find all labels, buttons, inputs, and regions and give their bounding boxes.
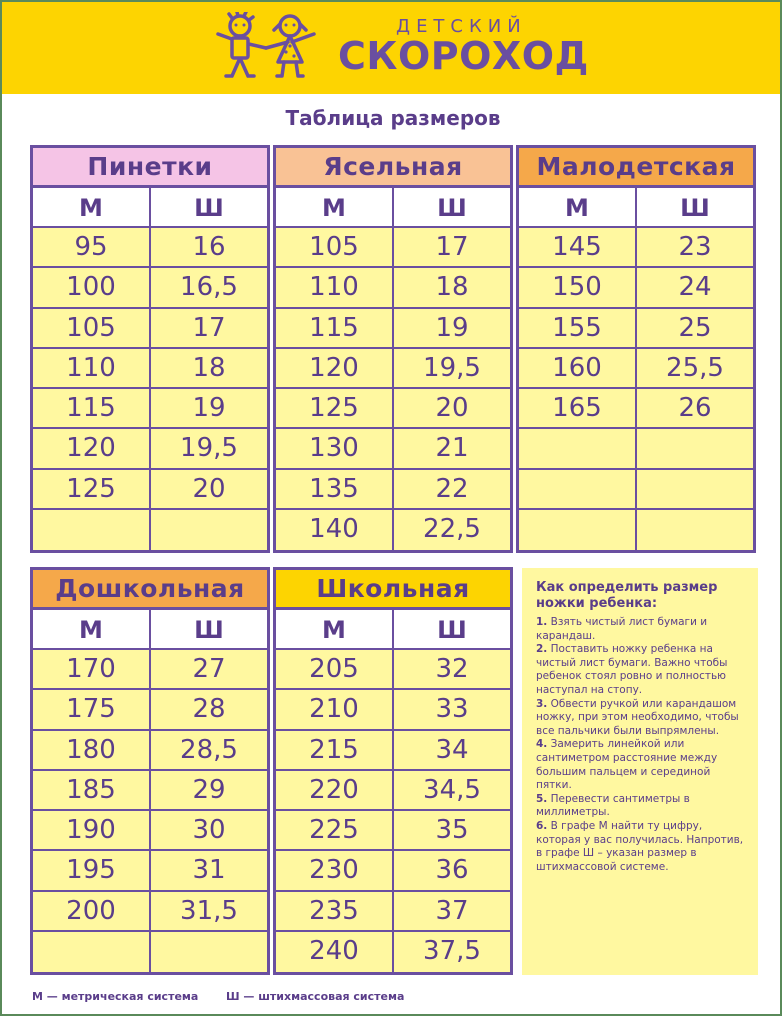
size-table-pinetki [30, 145, 270, 553]
cell-sh: 34,5 [392, 771, 510, 809]
table-row [276, 309, 510, 349]
two-kids-icon [210, 12, 322, 80]
table-row [276, 470, 510, 510]
cell-m [33, 510, 149, 550]
cell-m: 235 [309, 895, 359, 926]
instruction-step [536, 738, 746, 792]
table-row [33, 470, 267, 510]
cell-m: 170 [66, 654, 116, 684]
cell-sh: 31,5 [149, 892, 267, 930]
instruction-step [536, 698, 746, 739]
column-m-header: М [79, 616, 103, 644]
table-row [276, 429, 510, 469]
table-header [33, 610, 267, 650]
cell-m: 115 [66, 393, 116, 423]
cell-m: 160 [552, 352, 602, 383]
table-row [276, 932, 510, 972]
cell-m: 105 [309, 232, 359, 262]
table-row [519, 470, 753, 510]
step-number: 1. [536, 616, 548, 628]
table-body [276, 228, 510, 550]
cell-m: 140 [309, 513, 359, 544]
table-row [33, 510, 267, 550]
table-row [33, 690, 267, 730]
table-row [519, 429, 753, 469]
table-row [33, 892, 267, 932]
cell-m: 150 [552, 272, 602, 303]
cell-sh: 22 [392, 470, 510, 508]
cell-m [519, 510, 635, 550]
size-table-malodetskaya [516, 145, 756, 553]
size-table-yaselnaya [273, 145, 513, 553]
size-table-doshkolnaya [30, 567, 270, 975]
column-m-header: М [79, 194, 103, 222]
cell-m: 125 [66, 473, 116, 504]
column-m-header: М [322, 616, 346, 644]
table-row [33, 349, 267, 389]
step-text: Замерить линейкой или сантиметром расстояние между большим пальцем и серединой пятки. [536, 738, 718, 792]
cell-sh: 25 [635, 309, 753, 347]
cell-sh: 34 [392, 731, 510, 769]
cell-sh: 37 [392, 892, 510, 930]
measure-instructions [522, 568, 758, 975]
cell-sh: 26 [635, 389, 753, 427]
table-title: Дошкольная [33, 570, 267, 610]
table-body [519, 228, 753, 550]
cell-m [519, 470, 635, 508]
cell-sh: 23 [635, 228, 753, 266]
size-table-shkolnaya [273, 567, 513, 975]
cell-sh: 18 [149, 349, 267, 387]
brand-name: СКОРОХОД [338, 34, 589, 78]
cell-m [519, 429, 635, 467]
column-m-header: М [565, 194, 589, 222]
cell-sh: 28,5 [149, 731, 267, 769]
cell-sh [635, 470, 753, 508]
step-number: 4. [536, 738, 548, 751]
legend-stich: Ш — штихмассовая система [226, 990, 405, 1003]
cell-sh: 36 [392, 851, 510, 889]
brand-logo [210, 12, 590, 86]
column-sh-header: Ш [635, 188, 753, 226]
cell-sh: 16,5 [149, 268, 267, 306]
instruction-step [536, 616, 746, 643]
cell-sh: 20 [149, 470, 267, 508]
cell-m: 210 [309, 694, 359, 725]
instructions-steps [536, 616, 746, 874]
cell-sh: 32 [392, 650, 510, 688]
table-row [276, 771, 510, 811]
table-row [276, 892, 510, 932]
cell-m: 215 [309, 734, 359, 765]
step-number: 5. [536, 792, 548, 805]
cell-sh: 22,5 [392, 510, 510, 550]
cell-m: 180 [66, 734, 116, 765]
table-row [276, 228, 510, 268]
table-body [33, 650, 267, 972]
cell-m [33, 932, 149, 972]
step-number: 2. [536, 643, 548, 656]
table-row [276, 690, 510, 730]
table-row [519, 228, 753, 268]
cell-m: 240 [309, 935, 359, 966]
cell-m: 110 [309, 272, 359, 303]
table-row [276, 851, 510, 891]
cell-m: 115 [309, 312, 359, 343]
cell-m: 225 [309, 815, 359, 845]
table-row [519, 268, 753, 308]
table-row [33, 228, 267, 268]
cell-m: 105 [66, 312, 116, 343]
table-row [276, 510, 510, 550]
cell-m: 195 [66, 855, 116, 886]
cell-m: 155 [552, 312, 602, 343]
cell-m: 190 [66, 815, 116, 845]
cell-sh: 18 [392, 268, 510, 306]
cell-m: 165 [552, 393, 602, 423]
table-title: Малодетская [519, 148, 753, 188]
cell-m: 205 [309, 654, 359, 684]
step-text: Обвести ручкой или карандашом ножку, при этом необходимо, чтобы все пальчики были выпрямлены. [536, 697, 739, 737]
instruction-step [536, 793, 746, 820]
table-row [519, 349, 753, 389]
cell-sh [149, 510, 267, 550]
cell-sh [149, 932, 267, 972]
cell-sh: 19 [392, 309, 510, 347]
column-sh-header: Ш [392, 610, 510, 648]
table-row [33, 731, 267, 771]
cell-m: 185 [66, 774, 116, 805]
step-text: В графе М найти ту цифру, которая у вас получилась. Напротив, в графе Ш – указан размер в штихмассовой системе. [536, 819, 744, 873]
cell-sh: 35 [392, 811, 510, 849]
cell-sh [635, 510, 753, 550]
cell-sh: 19,5 [149, 429, 267, 467]
table-row [33, 650, 267, 690]
table-row [276, 811, 510, 851]
cell-sh: 29 [149, 771, 267, 809]
table-title: Школьная [276, 570, 510, 610]
cell-sh: 30 [149, 811, 267, 849]
cell-sh: 19,5 [392, 349, 510, 387]
column-sh-header: Ш [392, 188, 510, 226]
table-row [33, 309, 267, 349]
instruction-step [536, 643, 746, 697]
cell-m: 175 [66, 694, 116, 725]
instructions-title: Как определить размер ножки ребенка: [536, 580, 718, 611]
cell-m: 145 [552, 232, 602, 262]
cell-sh: 16 [149, 228, 267, 266]
cell-sh [635, 429, 753, 467]
step-number: 6. [536, 819, 548, 832]
table-row [276, 389, 510, 429]
table-row [33, 851, 267, 891]
cell-m: 130 [309, 433, 359, 464]
cell-m: 110 [66, 352, 116, 383]
table-row [33, 429, 267, 469]
table-row [276, 268, 510, 308]
brand-small-text: ДЕТСКИЙ [396, 16, 527, 37]
table-row [276, 650, 510, 690]
table-row [276, 349, 510, 389]
cell-sh: 19 [149, 389, 267, 427]
table-title: Ясельная [276, 148, 510, 188]
table-header [276, 188, 510, 228]
table-row [519, 510, 753, 550]
cell-m: 95 [74, 232, 108, 262]
cell-sh: 24 [635, 268, 753, 306]
step-text: Поставить ножку ребенка на чистый лист бумаги. Важно чтобы ребенок стоял ровно и полностью наступал на стопу. [536, 643, 728, 696]
step-number: 3. [536, 697, 548, 710]
cell-sh: 20 [392, 389, 510, 427]
column-m-header: М [322, 194, 346, 222]
table-header [33, 188, 267, 228]
cell-sh: 31 [149, 851, 267, 889]
header [2, 2, 780, 94]
cell-sh: 33 [392, 690, 510, 728]
column-sh-header: Ш [149, 188, 267, 226]
step-text: Взять чистый лист бумаги и карандаш. [536, 616, 708, 642]
table-title: Пинетки [33, 148, 267, 188]
legend-metric: М — метрическая система [32, 990, 199, 1003]
table-header [276, 610, 510, 650]
table-row [33, 389, 267, 429]
table-row [33, 268, 267, 308]
cell-sh: 25,5 [635, 349, 753, 387]
table-row [519, 389, 753, 429]
cell-m: 200 [66, 895, 116, 926]
cell-sh: 17 [149, 309, 267, 347]
column-sh-header: Ш [149, 610, 267, 648]
instruction-step [536, 820, 746, 874]
cell-m: 135 [309, 473, 359, 504]
page-title: Таблица размеров [285, 106, 501, 130]
cell-m: 100 [66, 272, 116, 303]
cell-m: 230 [309, 855, 359, 886]
cell-m: 120 [66, 433, 116, 464]
table-row [33, 771, 267, 811]
table-row [33, 811, 267, 851]
table-row [33, 932, 267, 972]
table-body [276, 650, 510, 972]
table-row [276, 731, 510, 771]
table-body [33, 228, 267, 550]
cell-m: 220 [309, 774, 359, 805]
table-row [519, 309, 753, 349]
cell-sh: 17 [392, 228, 510, 266]
cell-sh: 37,5 [392, 932, 510, 972]
cell-m: 125 [309, 393, 359, 423]
table-header [519, 188, 753, 228]
cell-sh: 28 [149, 690, 267, 728]
cell-sh: 21 [392, 429, 510, 467]
cell-sh: 27 [149, 650, 267, 688]
cell-m: 120 [309, 352, 359, 383]
step-text: Перевести сантиметры в миллиметры. [536, 792, 690, 819]
